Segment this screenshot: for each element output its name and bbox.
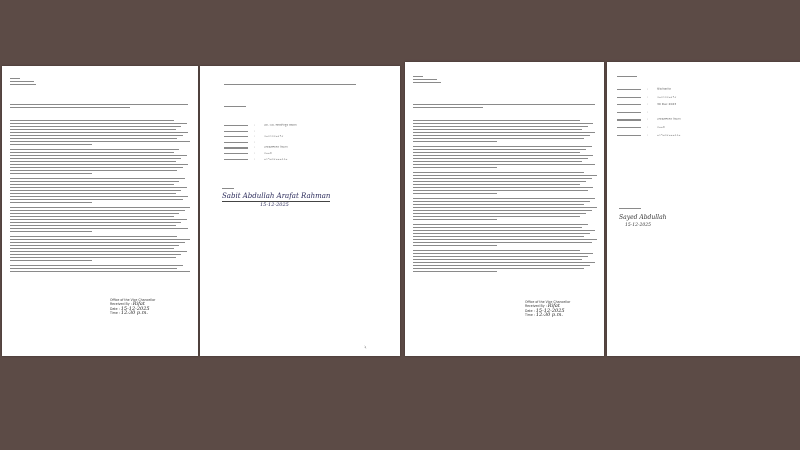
stamp-received-label: Received By :: [525, 304, 547, 309]
text-line: [10, 161, 176, 162]
detail-row: : ইঞ্জিনিয়ারিং: [617, 88, 787, 92]
detail-row: : ২০২১৩২০৫৭৫: [617, 96, 787, 100]
text-line: [10, 178, 185, 179]
stamp-received-signature: Rifat: [547, 303, 560, 310]
detail-row: : ০১৭০৩৫০০০২২০: [617, 134, 787, 138]
detail-value-phone: ০১৭০৩৫০০০২২০: [264, 156, 288, 161]
stamp-time-label: Time :: [110, 311, 120, 316]
page4-signature: Sayed Abdullah: [619, 214, 667, 221]
stamp-received-label: Received By :: [110, 302, 132, 307]
page1-subject-line: [10, 102, 190, 110]
detail-row: :: [617, 111, 787, 115]
detail-value-id: ২০২১৩২০৫৭৫: [264, 134, 284, 139]
stamp-received-signature: Rifat: [132, 301, 145, 308]
page1-received-stamp: [110, 298, 155, 316]
stamp-time-value: 12:30 p.m.: [120, 310, 149, 317]
text-line: [413, 227, 582, 228]
text-line: [413, 161, 582, 162]
text-line: [10, 271, 190, 272]
stamp-time-label: Time :: [525, 313, 535, 318]
document-page-3: [405, 62, 604, 356]
text-line: [10, 213, 179, 214]
text-line: [10, 123, 187, 124]
text-line: [10, 126, 181, 127]
document-page-4: [607, 62, 800, 356]
detail-value: ইঞ্জিনিয়ারিং: [657, 87, 672, 91]
text-line: [413, 135, 590, 136]
stamp-date-label: Date :: [525, 308, 535, 313]
text-line: [413, 138, 584, 139]
detail-value-name: মো. এম. আরাফিয়ুর রহমান: [264, 123, 297, 127]
text-line: [413, 239, 597, 240]
text-line: [10, 155, 187, 156]
stamp-time-value: 12:30 p.m.: [535, 312, 564, 319]
page2-details-table: [224, 122, 374, 163]
text-line: [10, 248, 174, 249]
text-line: [413, 149, 586, 150]
detail-value-department: লোকপ্রশাসন বিভাগ: [657, 117, 681, 122]
text-line: [413, 236, 584, 237]
text-line: [413, 132, 595, 133]
text-line: [413, 172, 584, 173]
text-line: [10, 216, 174, 217]
detail-row: : লোকপ্রশাসন বিভাগ: [617, 118, 787, 122]
page1-body-text: [10, 118, 192, 274]
detail-value-date: 30 Dec 2023: [657, 102, 677, 107]
text-line: [413, 190, 588, 191]
text-line: [413, 250, 580, 251]
stamp-date-label: Date :: [110, 306, 120, 311]
page2-greeting: [224, 104, 246, 109]
text-line: [413, 207, 597, 208]
text-line: [10, 210, 185, 211]
text-line: [10, 170, 177, 171]
text-line: [413, 256, 588, 257]
detail-value-room: ৩০০৪: [657, 124, 665, 129]
detail-row: :: [224, 130, 374, 134]
text-line: [10, 268, 177, 269]
page4-greeting: [617, 74, 637, 79]
document-page-1: [2, 66, 198, 356]
text-line: [413, 178, 592, 179]
text-line: [413, 271, 497, 272]
text-line: [10, 254, 181, 255]
text-line: [413, 265, 590, 266]
detail-row: : লোকপ্রশাসন বিভাগ: [224, 146, 374, 150]
text-line: [10, 144, 92, 145]
page4-signature-date: 15-12-2025: [625, 223, 651, 228]
text-line: [413, 123, 593, 124]
text-line: [10, 120, 174, 121]
text-line: [10, 167, 183, 168]
detail-value-phone: ০১৭০৩৫০০০২২০: [657, 132, 681, 137]
text-line: [10, 222, 181, 223]
text-line: [413, 152, 580, 153]
text-line: [413, 120, 580, 121]
stamp-office: Office of the Vice Chancellor: [110, 298, 156, 302]
text-line: [413, 213, 586, 214]
text-line: [413, 262, 595, 263]
detail-row: : ৩০০৪: [617, 126, 787, 130]
text-line: [10, 141, 190, 142]
text-line: [10, 149, 179, 150]
text-line: [413, 230, 595, 231]
text-line: [413, 141, 497, 142]
detail-row: : ০১৭০৩৫০০০২২০: [224, 158, 374, 162]
page2-closing: [222, 186, 234, 191]
text-line: [10, 138, 177, 139]
text-line: [10, 228, 188, 229]
detail-value-room: ৩০০৪: [264, 150, 272, 155]
text-line: [10, 231, 92, 232]
text-line: [413, 187, 593, 188]
text-line: [10, 129, 176, 130]
text-line: [10, 202, 92, 203]
detail-value-id: ২০২১৩২০৫৭৫: [657, 94, 677, 99]
text-line: [413, 224, 588, 225]
detail-row: : ২০২১৩২০৫৭৫: [224, 135, 374, 139]
text-line: [10, 193, 176, 194]
page2-signature-date: 15-12-2025: [260, 202, 289, 208]
text-line: [413, 175, 597, 176]
text-line: [10, 152, 174, 153]
text-line: [10, 181, 179, 182]
text-line: [413, 126, 588, 127]
page2-intro: [224, 82, 374, 87]
text-line: [413, 164, 595, 165]
text-line: [10, 184, 174, 185]
text-line: [413, 259, 582, 260]
stamp-date-value: 15-12-2025: [535, 307, 565, 314]
text-line: [10, 225, 176, 226]
text-line: [10, 158, 181, 159]
text-line: [413, 201, 590, 202]
text-line: [413, 146, 592, 147]
text-line: [10, 190, 181, 191]
text-line: [413, 216, 580, 217]
page4-closing: [619, 206, 641, 211]
text-line: [413, 219, 497, 220]
text-line: [10, 265, 183, 266]
text-line: [10, 257, 176, 258]
text-line: [413, 155, 593, 156]
detail-row: : ৩০০৪: [224, 152, 374, 156]
text-line: [10, 164, 188, 165]
text-line: [413, 253, 593, 254]
detail-value-department: লোকপ্রশাসন বিভাগ: [264, 145, 288, 150]
text-line: [10, 207, 190, 208]
page3-body-text: [413, 118, 599, 274]
text-line: [10, 187, 187, 188]
text-line: [413, 268, 584, 269]
detail-row: :: [224, 141, 374, 145]
text-line: [413, 210, 592, 211]
page2-page-number: ২: [364, 344, 367, 349]
text-line: [10, 260, 92, 261]
text-line: [10, 219, 187, 220]
text-line: [10, 251, 187, 252]
page3-address-block: [413, 74, 443, 85]
text-line: [413, 233, 590, 234]
page2-signature: Sabit Abdullah Arafat Rahman: [222, 192, 331, 200]
text-line: [413, 167, 497, 168]
text-line: [413, 242, 592, 243]
page4-details-table: [617, 84, 787, 141]
text-line: [413, 198, 595, 199]
page1-address-block: [10, 76, 40, 87]
text-line: [413, 204, 584, 205]
detail-row: : 30 Dec 2023: [617, 103, 787, 107]
detail-row: : মো. এম. আরাফিয়ুর রহমান: [224, 124, 374, 128]
text-line: [10, 239, 190, 240]
text-line: [413, 245, 497, 246]
page3-subject-line: [413, 102, 593, 110]
text-line: [10, 236, 177, 237]
text-line: [10, 135, 183, 136]
document-page-2: [200, 66, 400, 356]
stamp-date-value: 15-12-2025: [120, 305, 150, 312]
text-line: [413, 184, 580, 185]
text-line: [413, 129, 582, 130]
text-line: [413, 158, 588, 159]
text-line: [413, 193, 497, 194]
text-line: [10, 173, 92, 174]
text-line: [10, 196, 188, 197]
text-line: [10, 199, 183, 200]
text-line: [10, 132, 188, 133]
page3-received-stamp: [525, 300, 570, 318]
stamp-office: Office of the Vice Chancellor: [525, 300, 571, 304]
text-line: [10, 245, 179, 246]
text-line: [413, 181, 586, 182]
text-line: [10, 242, 185, 243]
